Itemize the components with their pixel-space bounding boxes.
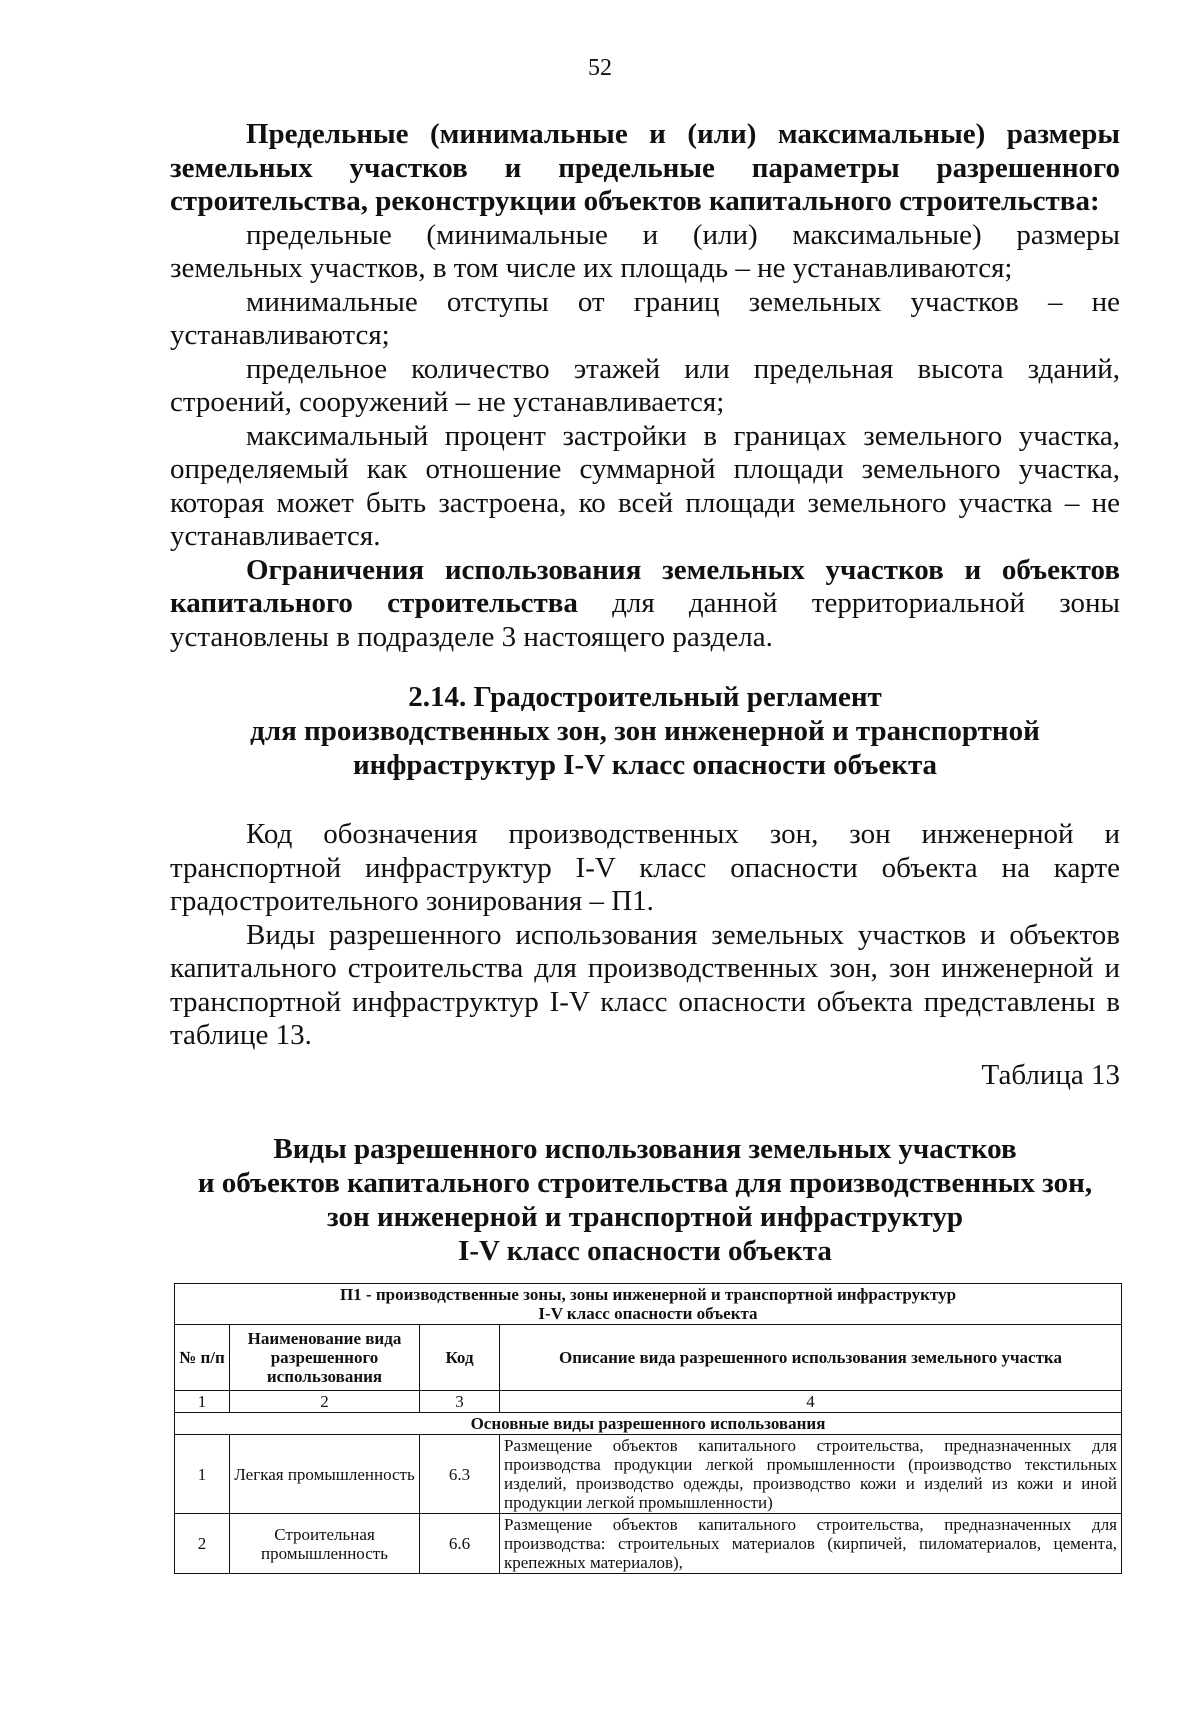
col-header-desc: Описание вида разрешенного использования земельного участка (500, 1325, 1122, 1391)
col-number: 4 (500, 1391, 1122, 1413)
document-body (170, 118, 1120, 1268)
row-code: 6.6 (420, 1514, 500, 1574)
col-number: 2 (230, 1391, 420, 1413)
row-num: 2 (175, 1514, 230, 1574)
col-number: 1 (175, 1391, 230, 1413)
usage-table (174, 1283, 1122, 1574)
table-title-line: зон инженерной и транспортной инфраструктур (327, 1201, 963, 1233)
section-title-line: для производственных зон, зон инженерной и транспортной (250, 715, 1040, 747)
section-title-line: инфраструктур I-V класс опасности объекта (352, 749, 938, 781)
zone-header (175, 1284, 1122, 1325)
limit-item-setbacks: минимальные отступы от границ земельных участков – не устанавливаются; (170, 285, 1120, 351)
table-title-line: и объектов капитального строительства для производственных зон, (197, 1167, 1093, 1199)
zone-header-line: П1 - производственные зоны, зоны инженерной и транспортной инфраструктур (339, 1285, 957, 1304)
limit-item-coverage: максимальный процент застройки в границах земельного участка, определяемый как отношение суммарной площади земельного участка, которая может быть застроена, ко всей площади земельного участка – не устанавливается. (170, 419, 1120, 552)
row-name: Строительная промышленность (230, 1514, 420, 1574)
row-name: Легкая промышленность (230, 1435, 420, 1514)
col-header-code: Код (420, 1325, 500, 1391)
table-title (170, 1132, 1120, 1268)
col-header-num: № п/п (175, 1325, 230, 1391)
zone-code-paragraph: Код обозначения производственных зон, зон инженерной и транспортной инфраструктур I-V класс опасности объекта на карте градостроительного зонирования – П1. (170, 818, 1120, 917)
table-title-line: I-V класс опасности объекта (458, 1235, 832, 1267)
col-header-name: Наименование вида разрешенного использования (230, 1325, 420, 1391)
main-usage-subheader: Основные виды разрешенного использования (175, 1413, 1122, 1435)
column-header-row (175, 1325, 1122, 1391)
row-desc: Размещение объектов капитального строительства, предназначенных для производства продукции легкой промышленности (производство текстильных изделий, производство одежды, производство кожи и изделий из кожи и иной продукции легкой промышленности) (500, 1435, 1122, 1514)
page-number: 52 (588, 55, 612, 81)
limits-heading: Предельные (минимальные и (или) максимальные) размеры земельных участков и предельные параметры разрешенного строительства, реконструкции объектов капитального строительства: (170, 118, 1120, 217)
section-title (170, 680, 1120, 782)
row-code: 6.3 (420, 1435, 500, 1514)
table-row (175, 1435, 1122, 1514)
zone-header-line: I-V класс опасности объекта (538, 1304, 758, 1323)
table-row (175, 1514, 1122, 1574)
table-title-line: Виды разрешенного использования земельных участков (273, 1133, 1017, 1165)
restrictions-paragraph (170, 554, 1120, 655)
section-title-line: 2.14. Градостроительный регламент (408, 681, 882, 713)
limit-item-floors: предельное количество этажей или предельная высота зданий, строений, сооружений – не устанавливается; (170, 352, 1120, 418)
restrictions-bold: Ограничения использования земельных участков и объектов капитального строительства (170, 553, 1120, 619)
limit-item-area: предельные (минимальные и (или) максимальные) размеры земельных участков, в том числе их площадь – не устанавливаются; (170, 218, 1120, 284)
column-number-row (175, 1391, 1122, 1413)
restrictions-rest: для данной территориальной зоны установлены в подразделе 3 настоящего раздела. (170, 587, 1121, 653)
col-number: 3 (420, 1391, 500, 1413)
subheader-row (175, 1413, 1122, 1435)
zone-header-row (175, 1284, 1122, 1325)
row-num: 1 (175, 1435, 230, 1514)
table-label: Таблица 13 (981, 1058, 1120, 1091)
usage-types-paragraph: Виды разрешенного использования земельных участков и объектов капитального строительства для производственных зон, зон инженерной и транспортной инфраструктур I-V класс опасности объекта представлены в таблице 13. (170, 918, 1120, 1051)
row-desc: Размещение объектов капитального строительства, предназначенных для производства: строительных материалов (кирпичей, пиломатериалов, цемента, крепежных материалов), (500, 1514, 1122, 1574)
